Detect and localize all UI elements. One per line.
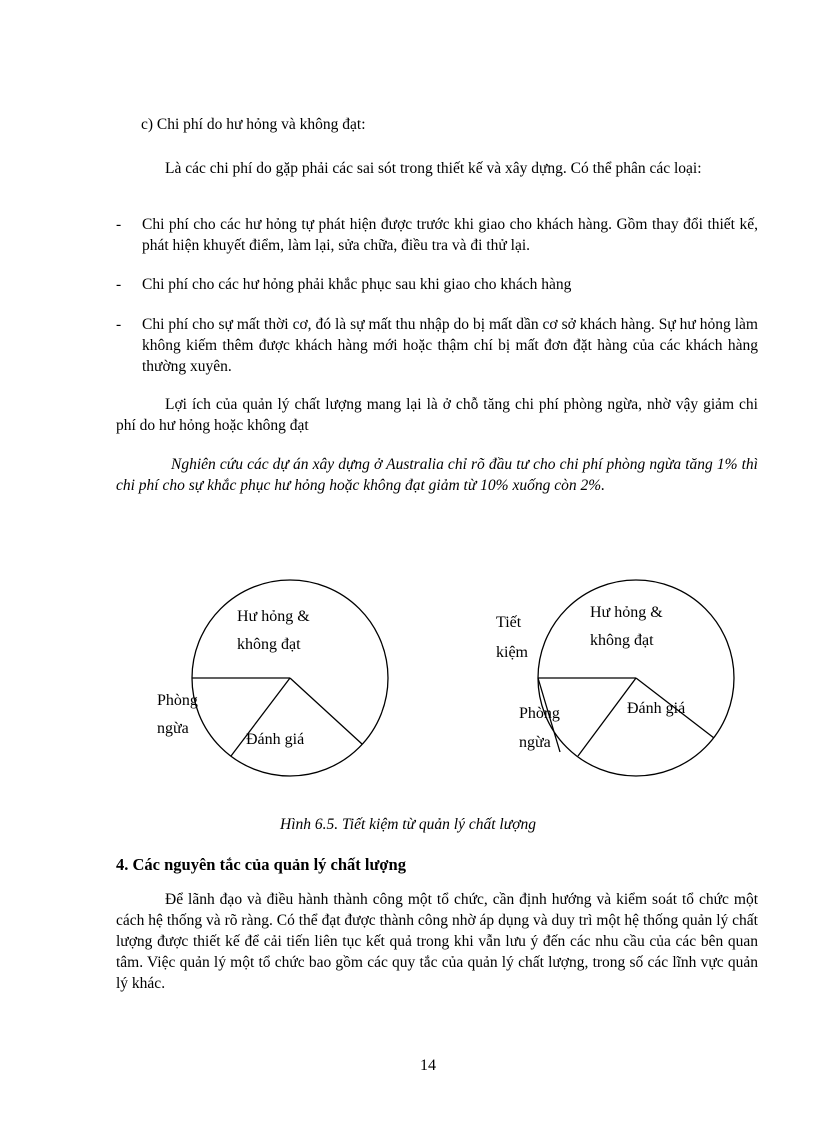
bullet-marker: -	[116, 276, 122, 293]
right-pie-label-savings-2: kiệm	[496, 644, 528, 661]
bullet-text-1: Chi phí cho các hư hỏng tự phát hiện được trước khi giao cho khách hàng. Gồm thay đổi thiết kế, phát hiện khuyết điểm, làm lại, sửa chữa, điều tra và đi thử lại.	[142, 216, 758, 254]
research-paragraph: Nghiên cứu các dự án xây dựng ở Australia chỉ rõ đầu tư cho chi phí phòng ngừa tăng 1% thì chi phí cho sự khắc phục hư hỏng hoặc không đạt giảm từ 10% xuống còn 2%.	[116, 456, 758, 494]
section-c-intro: Là các chi phí do gặp phải các sai sót trong thiết kế và xây dựng. Có thể phân các loại:	[165, 160, 702, 177]
figure-caption: Hình 6.5. Tiết kiệm từ quản lý chất lượng	[280, 816, 536, 833]
right-pie-label-prevention-2: ngừa	[519, 734, 551, 751]
left-pie-label-failure-1: Hư hỏng &	[237, 608, 310, 625]
right-pie-label-appraisal: Đánh giá	[627, 700, 686, 717]
left-pie-label-prevention-2: ngừa	[157, 720, 189, 737]
section-c-title: c) Chi phí do hư hỏng và không đạt:	[141, 116, 366, 133]
left-pie-label-appraisal: Đánh giá	[246, 731, 305, 748]
bullet-text-2: Chi phí cho các hư hỏng phải khắc phục sau khi giao cho khách hàng	[142, 276, 572, 293]
bullet-marker: -	[116, 216, 122, 233]
bullet-text-3: Chi phí cho sự mất thời cơ, đó là sự mất thu nhập do bị mất dần cơ sở khách hàng. Sự hư hỏng làm không kiếm thêm được khách hàng mới hoặc thậm chí bị mất đơn đặt hàng của các khách hàng thường xuyên.	[142, 316, 758, 375]
benefit-paragraph: Lợi ích của quản lý chất lượng mang lại là ở chỗ tăng chi phí phòng ngừa, nhờ vậy giảm chi phí do hư hỏng hoặc không đạt	[116, 396, 758, 434]
section-4-body: Để lãnh đạo và điều hành thành công một tổ chức, cần định hướng và kiểm soát tổ chức một cách hệ thống và rõ ràng. Có thể đạt được thành công nhờ áp dụng và duy trì một hệ thống quản lý chất lượng được thiết kế để cải tiến liên tục kết quả trong khi vẫn lưu ý đến các nhu cầu của các bên quan tâm. Việc quản lý một tổ chức bao gồm các quy tắc của quản lý chất lượng, trong số các lĩnh vực quản lý khác.	[116, 891, 758, 992]
right-pie-label-savings-1: Tiết	[496, 614, 522, 631]
right-pie-label-failure-1: Hư hỏng &	[590, 604, 663, 621]
right-pie-label-failure-2: không đạt	[590, 632, 654, 649]
section-4-heading: 4. Các nguyên tắc của quản lý chất lượng	[116, 855, 406, 874]
left-pie-label-failure-2: không đạt	[237, 636, 301, 653]
page-number: 14	[420, 1057, 436, 1074]
right-pie-label-prevention-1: Phòng	[519, 705, 560, 722]
left-pie-label-prevention-1: Phòng	[157, 692, 198, 709]
bullet-marker: -	[116, 316, 122, 333]
